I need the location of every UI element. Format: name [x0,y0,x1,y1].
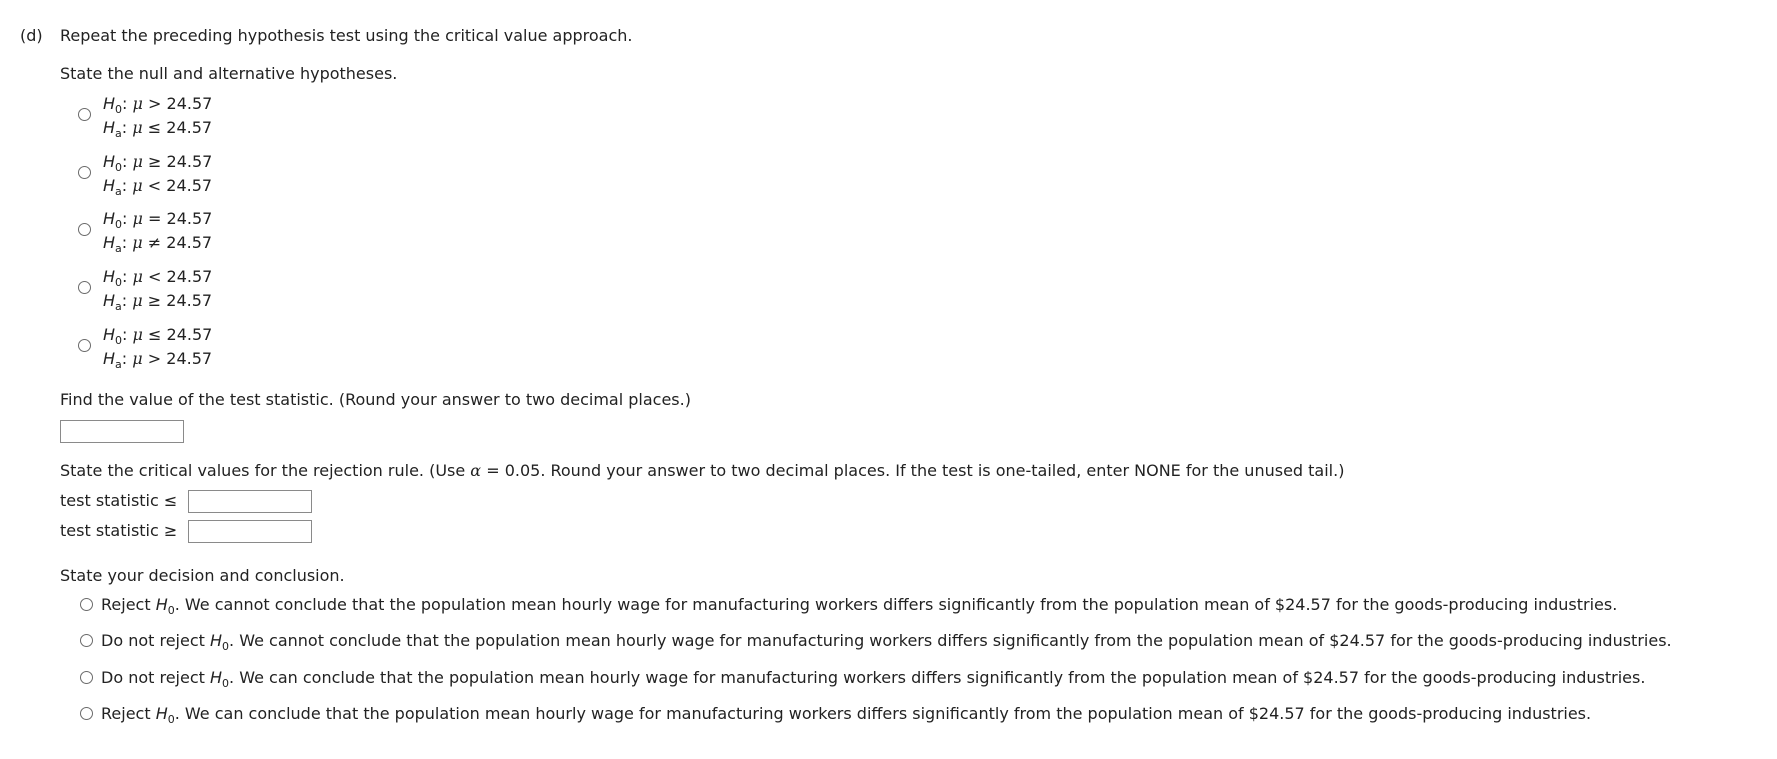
decision-action: Reject [101,704,151,723]
lower-critical-label: test statistic ≤ [60,491,178,510]
alternative-hypothesis: $H_a$: μ < 24.57 [103,176,213,198]
radio-decision-3[interactable] [80,671,93,684]
alternative-hypothesis: $H_a$: μ > 24.57 [103,349,213,371]
null-hypothesis: $H_0$: μ ≤ 24.57 [103,325,213,347]
radio-decision-2[interactable] [80,634,93,647]
radio-decision-4[interactable] [80,707,93,720]
upper-critical-label: test statistic ≥ [60,521,178,540]
test-statistic-prompt: Find the value of the test statistic. (Round your answer to two decimal places.) [60,390,691,409]
radio-hypothesis-1[interactable] [78,108,91,121]
decision-conclusion: . We can conclude that the population mean hourly wage for manufacturing workers differs significantly from the population mean of $24.57 for the goods-producing industries. [174,704,1592,723]
test-statistic-input[interactable] [60,420,184,443]
decision-prompt: State your decision and conclusion. [60,566,345,585]
decision-action: Do not reject [101,631,205,650]
decision-action: Reject [101,595,151,614]
null-hypothesis: $H_0$: μ < 24.57 [103,267,213,289]
radio-hypothesis-3[interactable] [78,223,91,236]
upper-critical-input[interactable] [188,520,312,543]
decision-option-3[interactable]: Do not reject $H_0$. We can conclude that the population mean hourly wage for manufacturing workers differs significantly from the population mean of $24.57 for the goods-producing industries. [80,667,1645,691]
radio-hypothesis-2[interactable] [78,166,91,179]
null-hypothesis: $H_0$: μ ≥ 24.57 [103,152,213,174]
decision-option-1[interactable]: Reject $H_0$. We cannot conclude that the population mean hourly wage for manufacturing workers differs significantly from the population mean of $24.57 for the goods-producing industries. [80,594,1617,618]
alternative-hypothesis: $H_a$: μ ≤ 24.57 [103,118,213,140]
alternative-hypothesis: $H_a$: μ ≥ 24.57 [103,291,213,313]
decision-conclusion: . We cannot conclude that the population mean hourly wage for manufacturing workers differs significantly from the population mean of $24.57 for the goods-producing industries. [174,595,1618,614]
hypotheses-prompt: State the null and alternative hypotheses. [60,64,398,83]
null-hypothesis: $H_0$: μ > 24.57 [103,94,213,116]
radio-decision-1[interactable] [80,598,93,611]
radio-hypothesis-4[interactable] [78,281,91,294]
part-label: (d) [20,26,43,45]
null-hypothesis: $H_0$: μ = 24.57 [103,209,213,231]
radio-hypothesis-5[interactable] [78,339,91,352]
decision-conclusion: . We can conclude that the population mean hourly wage for manufacturing workers differs significantly from the population mean of $24.57 for the goods-producing industries. [229,668,1646,687]
decision-option-4[interactable]: Reject $H_0$. We can conclude that the population mean hourly wage for manufacturing workers differs significantly from the population mean of $24.57 for the goods-producing industries. [80,703,1591,727]
alternative-hypothesis: $H_a$: μ ≠ 24.57 [103,233,213,255]
part-instruction: Repeat the preceding hypothesis test using the critical value approach. [60,26,633,45]
critical-values-prompt: State the critical values for the rejection rule. (Use α = 0.05. Round your answer to two decimal places. If the test is one-tailed, enter NONE for the unused tail.) [60,461,1345,480]
lower-critical-input[interactable] [188,490,312,513]
decision-action: Do not reject [101,668,205,687]
decision-conclusion: . We cannot conclude that the population mean hourly wage for manufacturing workers differs significantly from the population mean of $24.57 for the goods-producing industries. [229,631,1672,650]
decision-option-2[interactable]: Do not reject $H_0$. We cannot conclude that the population mean hourly wage for manufacturing workers differs significantly from the population mean of $24.57 for the goods-producing industries. [80,630,1672,654]
